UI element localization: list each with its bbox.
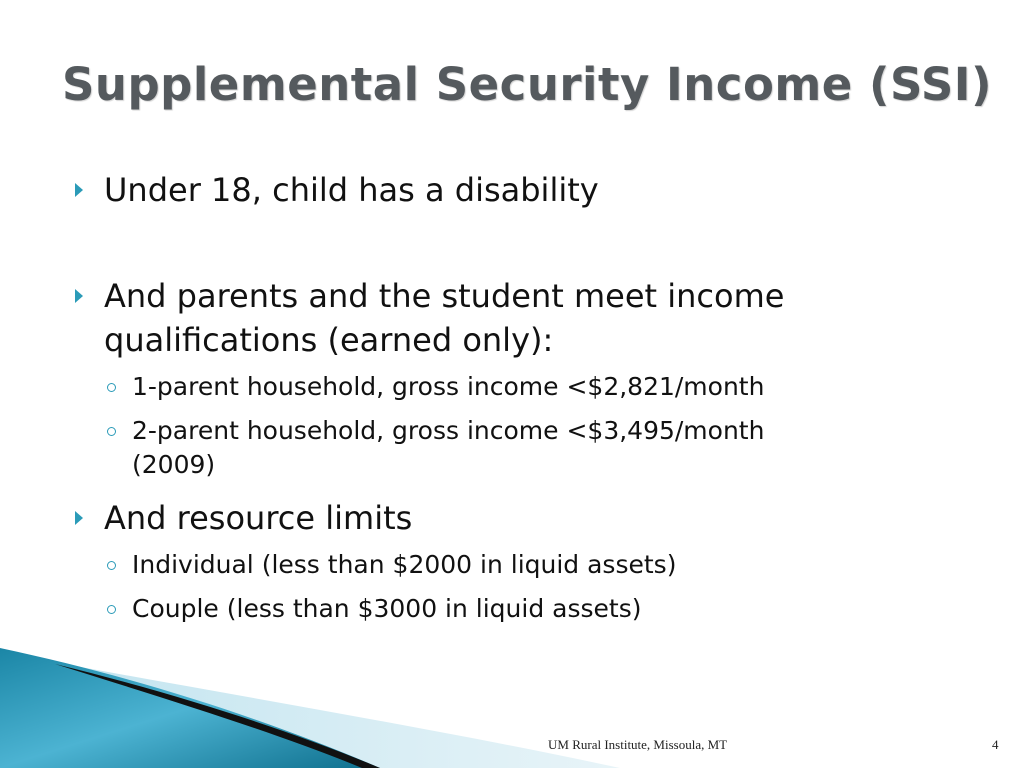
- bullet-item: [104, 496, 412, 540]
- arrow-bullet-icon: [75, 511, 83, 525]
- sub-bullet-text: 1-parent household, gross income <$2,821/month: [132, 372, 765, 401]
- slide-title: Supplemental Security Income (SSI): [62, 58, 993, 111]
- bullet-item: [104, 168, 599, 212]
- sub-bullet-item: [132, 592, 642, 626]
- bullet-text: And resource limits: [104, 499, 413, 537]
- bullet-text: Under 18, child has a disability: [104, 171, 599, 209]
- page-number: 4: [992, 737, 999, 752]
- footer-text: UM Rural Institute, Missoula, MT: [548, 737, 728, 752]
- sub-bullet-text-line: 2-parent household, gross income <$3,495/month: [132, 416, 765, 445]
- bullet-item: [104, 274, 784, 362]
- sub-bullet-text-line: (2009): [132, 450, 216, 479]
- bullet-text-line: And parents and the student meet income: [104, 277, 785, 315]
- bullet-text-line: qualifications (earned only):: [104, 321, 554, 359]
- decorative-wave-graphic: [0, 630, 1024, 768]
- circle-bullet-icon: [107, 427, 116, 436]
- sub-bullet-item: [132, 370, 764, 404]
- arrow-bullet-icon: [75, 289, 83, 303]
- circle-bullet-icon: [107, 383, 116, 392]
- circle-bullet-icon: [107, 605, 116, 614]
- sub-bullet-text: Individual (less than $2000 in liquid assets): [132, 550, 677, 579]
- sub-bullet-text: Couple (less than $3000 in liquid assets): [132, 594, 642, 623]
- circle-bullet-icon: [107, 561, 116, 570]
- sub-bullet-item: [132, 548, 676, 582]
- sub-bullet-item: [132, 414, 764, 482]
- arrow-bullet-icon: [75, 183, 83, 197]
